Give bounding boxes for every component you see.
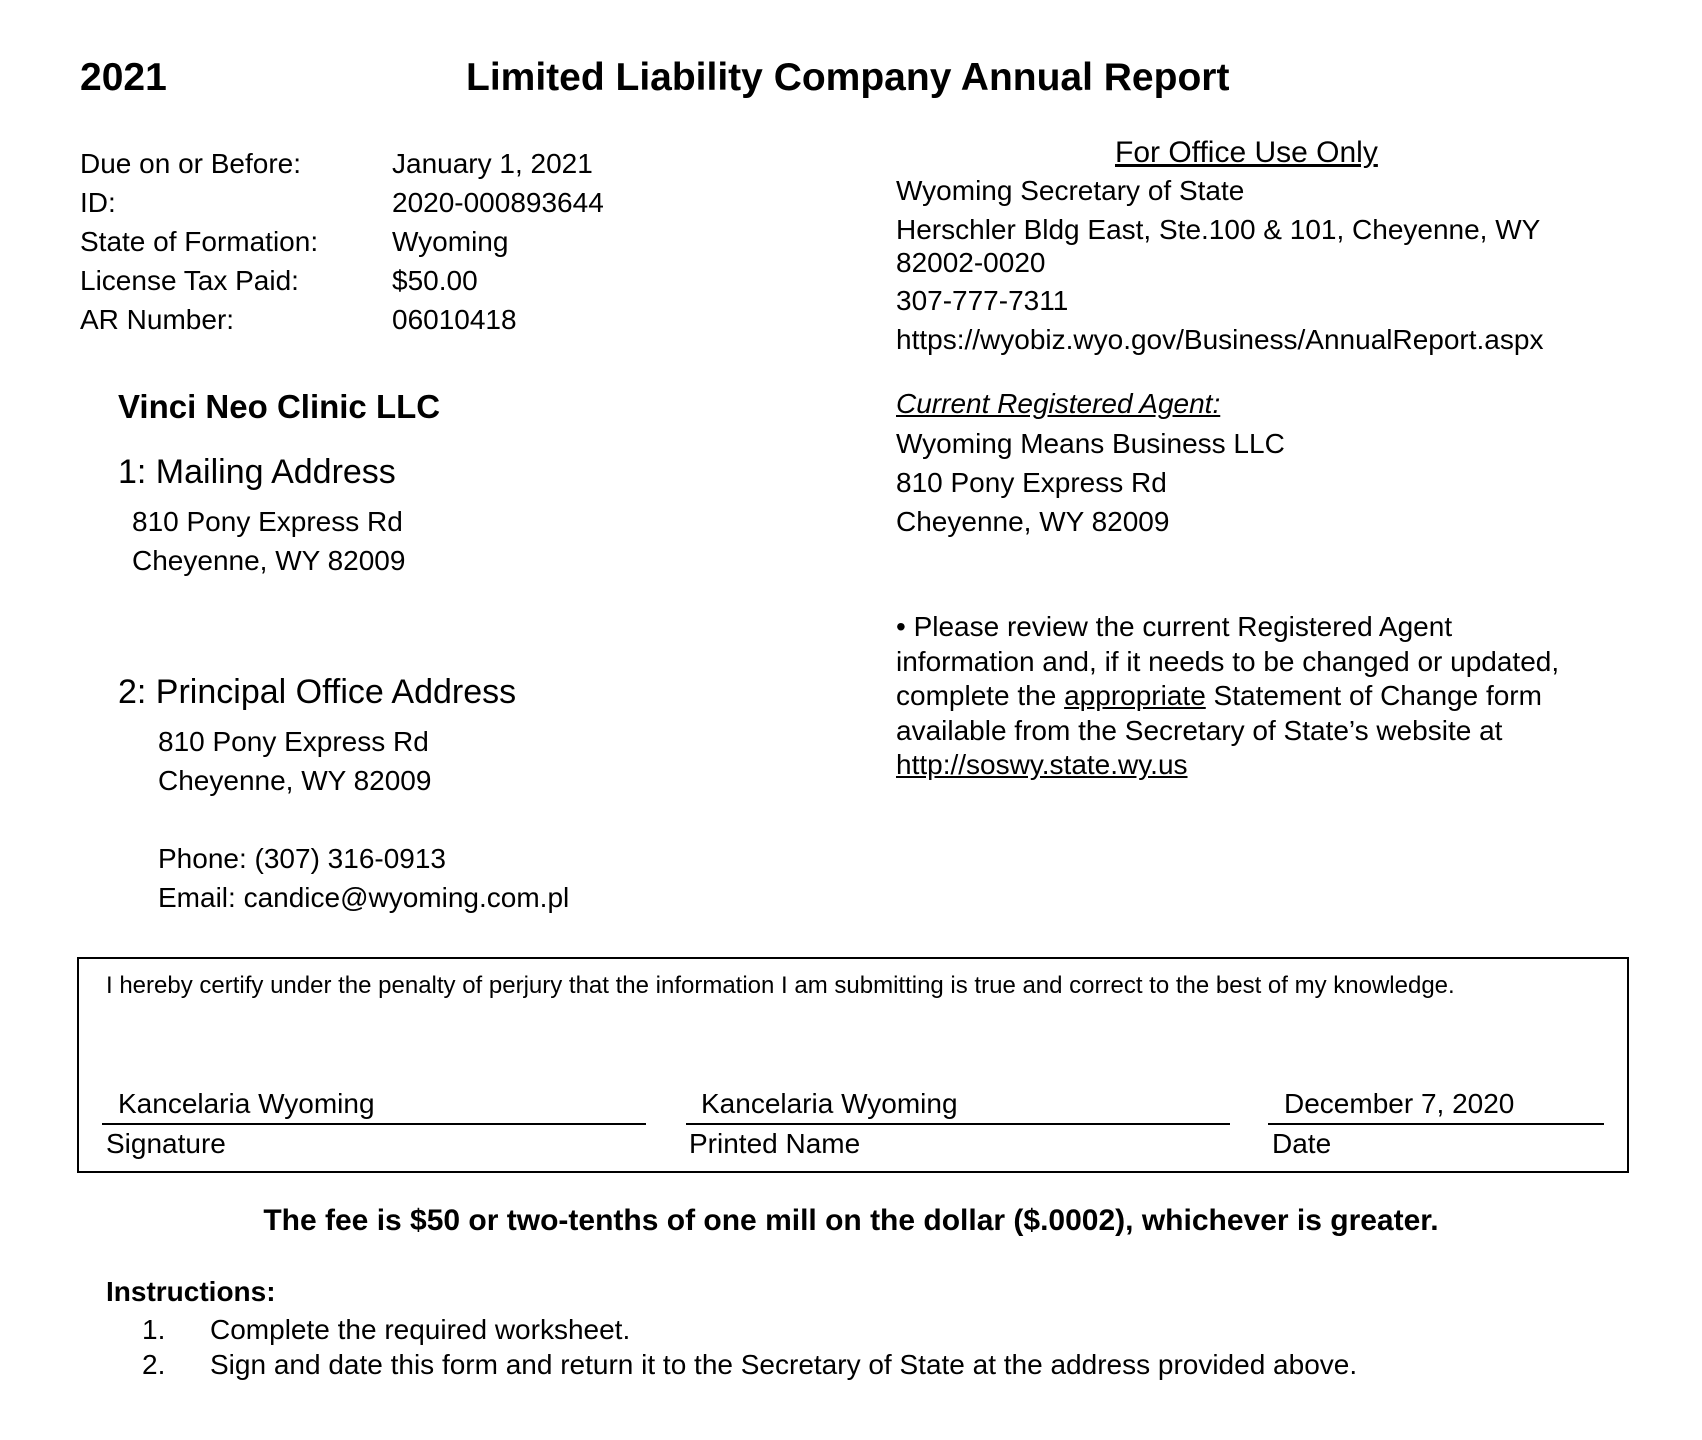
principal-address-line1: 810 Pony Express Rd xyxy=(158,726,429,757)
office-address-line1: Herschler Bldg East, Ste.100 & 101, Cheyenne, WY xyxy=(896,214,1541,245)
field-value-state: Wyoming xyxy=(392,226,509,257)
report-year: 2021 xyxy=(80,56,167,99)
office-use-heading: For Office Use Only xyxy=(1115,136,1378,169)
principal-address-line2: Cheyenne, WY 82009 xyxy=(158,765,432,796)
printed-name-label: Printed Name xyxy=(689,1128,861,1159)
note-appropriate-word: appropriate xyxy=(1064,680,1206,711)
mailing-address-line1: 810 Pony Express Rd xyxy=(132,506,403,537)
registered-agent-heading: Current Registered Agent: xyxy=(896,388,1221,419)
instruction-item: Sign and date this form and return it to the Secretary of State at the address provided above. xyxy=(210,1349,1358,1380)
field-value-id: 2020-000893644 xyxy=(392,187,604,218)
field-label-license-tax: License Tax Paid: xyxy=(80,265,299,296)
field-label-ar-number: AR Number: xyxy=(80,304,235,335)
office-url[interactable]: https://wyobiz.wyo.gov/Business/AnnualReport.aspx xyxy=(896,324,1544,355)
signature-line xyxy=(102,1123,646,1125)
agent-address-line1: 810 Pony Express Rd xyxy=(896,467,1167,498)
registered-agent-note xyxy=(896,610,1586,783)
principal-email: Email: candice@wyoming.com.pl xyxy=(158,882,570,913)
printed-name-line xyxy=(686,1123,1230,1125)
certification-statement: I hereby certify under the penalty of perjury that the information I am submitting is true and correct to the best of my knowledge. xyxy=(106,972,1455,999)
note-text-before: • Please review the current Registered Agent information and, if it needs to be changed or updated, complete the xyxy=(896,611,1560,711)
date-value: December 7, 2020 xyxy=(1284,1088,1515,1119)
field-label-due-date: Due on or Before: xyxy=(80,148,302,179)
date-line xyxy=(1268,1123,1604,1125)
instructions-heading: Instructions: xyxy=(106,1276,276,1307)
principal-phone: Phone: (307) 316-0913 xyxy=(158,843,446,874)
report-title: Limited Liability Company Annual Report xyxy=(466,56,1230,99)
fee-statement: The fee is $50 or two-tenths of one mill on the dollar ($.0002), whichever is greater. xyxy=(263,1204,1439,1237)
office-address-line2: 82002-0020 xyxy=(896,247,1046,278)
sos-website-link[interactable]: http://soswy.state.wy.us xyxy=(896,749,1188,780)
agent-address-line2: Cheyenne, WY 82009 xyxy=(896,506,1170,537)
office-phone: 307-777-7311 xyxy=(896,285,1069,316)
field-value-due-date: January 1, 2021 xyxy=(392,148,593,179)
field-value-ar-number: 06010418 xyxy=(392,304,517,335)
field-label-state: State of Formation: xyxy=(80,226,319,257)
signature-value: Kancelaria Wyoming xyxy=(118,1088,375,1119)
office-name: Wyoming Secretary of State xyxy=(896,175,1245,206)
mailing-address-line2: Cheyenne, WY 82009 xyxy=(132,545,406,576)
field-value-license-tax: $50.00 xyxy=(392,265,478,296)
instruction-number: 2. xyxy=(142,1349,166,1380)
agent-name: Wyoming Means Business LLC xyxy=(896,428,1285,459)
mailing-address-heading: 1: Mailing Address xyxy=(118,453,396,491)
instruction-number: 1. xyxy=(142,1314,166,1345)
company-name: Vinci Neo Clinic LLC xyxy=(118,388,441,425)
printed-name-value: Kancelaria Wyoming xyxy=(701,1088,958,1119)
principal-address-heading: 2: Principal Office Address xyxy=(118,673,517,711)
instruction-item: Complete the required worksheet. xyxy=(210,1314,631,1345)
note-text-after: Statement of Change form available from the Secretary of State’s website at xyxy=(896,680,1542,746)
date-label: Date xyxy=(1272,1128,1332,1159)
field-label-id: ID: xyxy=(80,187,116,218)
signature-label: Signature xyxy=(106,1128,226,1159)
